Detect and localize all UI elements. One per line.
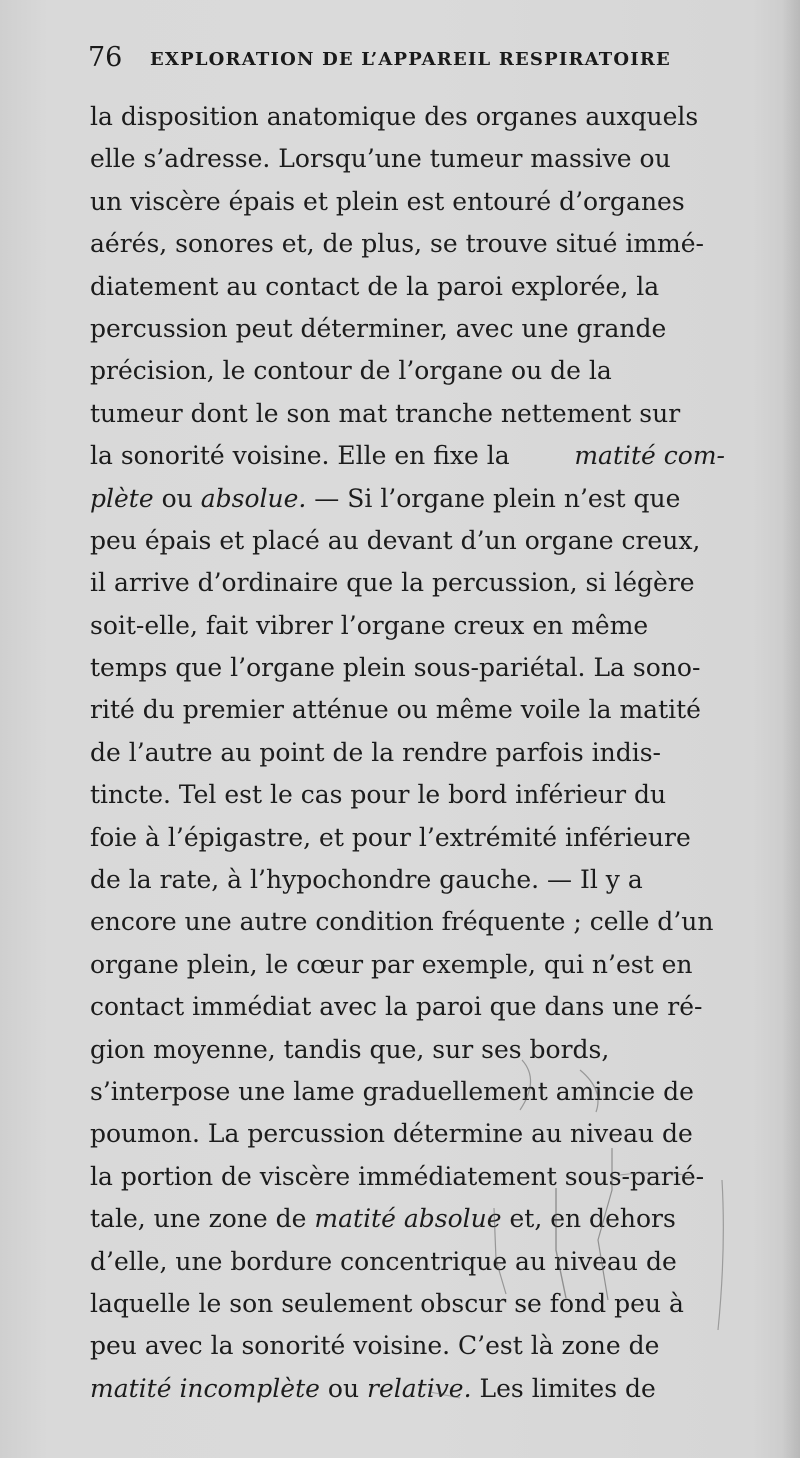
italic-term: absolue. xyxy=(200,483,307,513)
text-line: temps que l’organe plein sous-pariétal. La sono- xyxy=(90,653,701,683)
italic-term: matité com- xyxy=(574,441,725,471)
italic-term: matité incomplète xyxy=(90,1373,320,1403)
text-line: diatement au contact de la paroi explorée, la xyxy=(90,271,660,301)
text-line: percussion peut déterminer, avec une grande xyxy=(90,313,667,343)
text-line: peu avec la sonorité voisine. C’est là zone de xyxy=(90,1331,660,1361)
page-edge-shadow xyxy=(782,0,800,1458)
text-line: gion moyenne, tandis que, sur ses bords, xyxy=(90,1034,610,1064)
text-line: foie à l’épigastre, et pour l’extrémité inférieure xyxy=(90,822,691,852)
text-line: encore une autre condition fréquente ; celle d’un xyxy=(90,907,714,937)
text-line: il arrive d’ordinaire que la percussion, si légère xyxy=(90,568,695,598)
italic-term: relative. xyxy=(367,1373,472,1403)
body-text xyxy=(90,96,725,1410)
page-number: 76 xyxy=(88,42,123,73)
text-line: précision, le contour de l’organe ou de la xyxy=(90,356,612,386)
italic-term: plète xyxy=(90,483,154,513)
text-line: organe plein, le cœur par exemple, qui n’est en xyxy=(90,949,693,979)
text-line: tincte. Tel est le cas pour le bord inférieur du xyxy=(90,780,667,810)
text-line: elle s’adresse. Lorsqu’une tumeur massive ou xyxy=(90,144,671,174)
running-title: EXPLORATION DE L’APPAREIL RESPIRATOIRE xyxy=(150,49,671,70)
text-line: tale, une zone de matité absolue et, en dehors xyxy=(90,1198,725,1240)
text-line: plète ou absolue. — Si l’organe plein n’est que xyxy=(90,478,725,520)
text-line: s’interpose une lame graduellement amincie de xyxy=(90,1076,694,1106)
text-line: la disposition anatomique des organes auxquels xyxy=(90,102,699,131)
text-line: poumon. La percussion détermine au niveau de xyxy=(90,1119,693,1149)
text-line: de la rate, à l’hypochondre gauche. — Il y a xyxy=(90,865,643,895)
italic-term: matité absolue xyxy=(314,1204,502,1234)
text-line: rité du premier atténue ou même voile la matité xyxy=(90,695,701,725)
running-head xyxy=(88,40,728,76)
text-line: la sonorité voisine. Elle en fixe la matité com- xyxy=(90,435,725,477)
text-line: d’elle, une bordure concentrique au niveau de xyxy=(90,1246,677,1276)
text-line: la portion de viscère immédiatement sous-parié- xyxy=(90,1161,705,1191)
text-line: peu épais et placé au devant d’un organe creux, xyxy=(90,525,701,555)
text-line: de l’autre au point de la rendre parfois indis- xyxy=(90,737,661,767)
text-line: soit-elle, fait vibrer l’organe creux en même xyxy=(90,610,649,640)
text-line: aérés, sonores et, de plus, se trouve situé immé- xyxy=(90,229,704,259)
text-line: tumeur dont le son mat tranche nettement sur xyxy=(90,398,681,428)
text-line: un viscère épais et plein est entouré d’organes xyxy=(90,186,685,216)
text-line: contact immédiat avec la paroi que dans une ré- xyxy=(90,992,703,1022)
text-line: laquelle le son seulement obscur se fond peu à xyxy=(90,1288,684,1318)
text-line: matité incomplète ou relative. Les limites de xyxy=(90,1368,725,1410)
